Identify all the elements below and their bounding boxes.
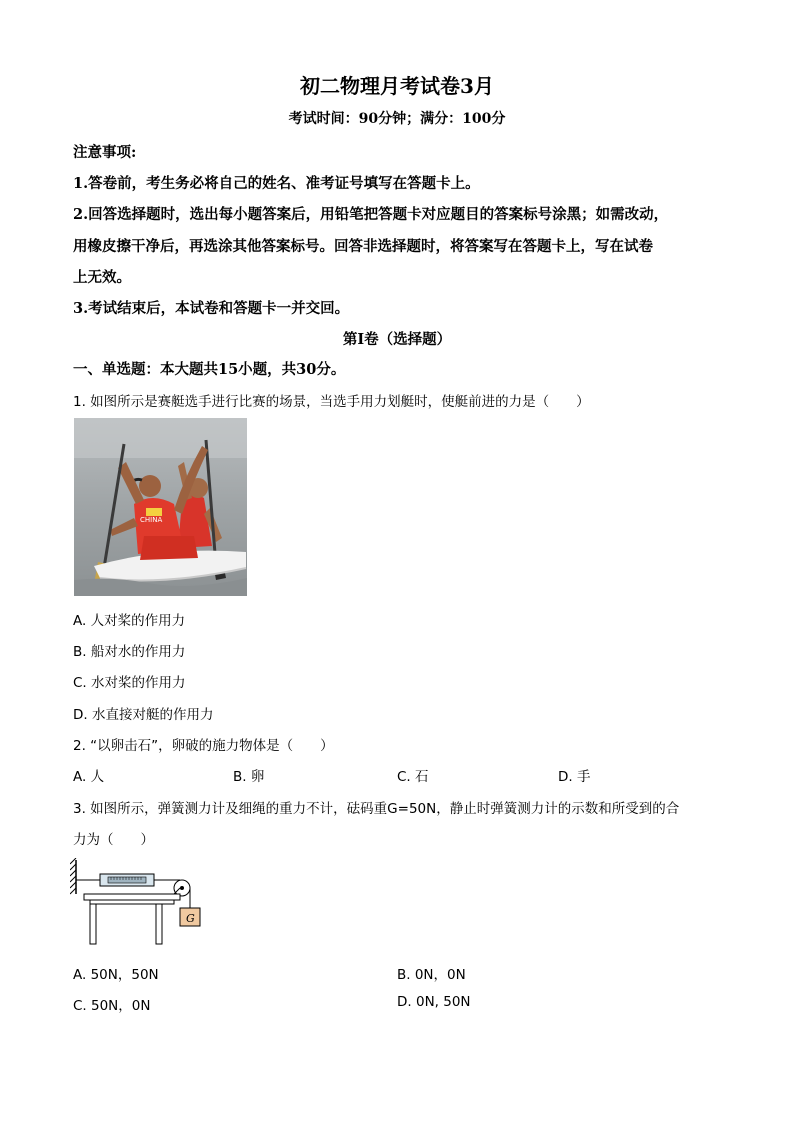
spring-scale-icon: [70, 858, 210, 950]
note-item-2-line2: 用橡皮擦干净后，再选涂其他答案标号。回答非选择题时，将答案写在答题卡上，写在试卷: [73, 238, 653, 255]
canoe-race-photo: [74, 418, 247, 596]
note-item-2-line1: 2.回答选择题时，选出每小题答案后，用铅笔把答题卡对应题目的答案标号涂黑；如需改动，: [73, 206, 669, 223]
question-2-option-c[interactable]: C. 石: [397, 769, 429, 785]
weight-label: G: [186, 912, 195, 925]
notes-heading: 注意事项:: [73, 144, 137, 161]
question-2-option-b[interactable]: B. 卵: [233, 769, 265, 785]
question-3-stem-line2: 力为（ ）: [73, 832, 154, 848]
question-1-option-d[interactable]: D. 水直接对艇的作用力: [73, 707, 214, 723]
question-3-stem-line1: 3. 如图所示，弹簧测力计及细绳的重力不计，砝码重G=50N，静止时弹簧测力计的示数和所受到的合: [73, 801, 680, 817]
section-heading: 一、单选题：本大题共15小题，共30分。: [73, 361, 346, 378]
question-2-option-a[interactable]: A. 人: [73, 769, 105, 785]
question-1-option-a[interactable]: A. 人对桨的作用力: [73, 613, 186, 629]
question-1-stem: 1. 如图所示是赛艇选手进行比赛的场景，当选手用力划艇时，使艇前进的力是（ ）: [73, 394, 590, 410]
shirt-text: CHINA: [140, 516, 163, 524]
question-3-option-b[interactable]: B. 0N，0N: [397, 967, 466, 983]
question-2-option-d[interactable]: D. 手: [558, 769, 591, 785]
question-2-stem: 2. “以卵击石”，卵破的施力物体是（ ）: [73, 738, 334, 754]
canoe-race-icon: [74, 418, 247, 596]
page-title: 初二物理月考试卷3月: [300, 74, 494, 98]
note-item-3: 3.考试结束后，本试卷和答题卡一并交回。: [73, 300, 350, 317]
question-3-option-a[interactable]: A. 50N，50N: [73, 967, 159, 983]
note-item-2-line3: 上无效。: [73, 269, 131, 286]
question-1-option-c[interactable]: C. 水对桨的作用力: [73, 675, 186, 691]
spring-scale-diagram: [70, 858, 210, 950]
question-3-option-c[interactable]: C. 50N，0N: [73, 998, 151, 1014]
part-title: 第I卷（选择题）: [342, 331, 452, 348]
question-3-option-d[interactable]: D. 0N, 50N: [397, 994, 471, 1010]
question-1-option-b[interactable]: B. 船对水的作用力: [73, 644, 186, 660]
exam-info: 考试时间：90分钟；满分：100分: [288, 111, 506, 127]
note-item-1: 1.答卷前，考生务必将自己的姓名、准考证号填写在答题卡上。: [73, 175, 480, 192]
